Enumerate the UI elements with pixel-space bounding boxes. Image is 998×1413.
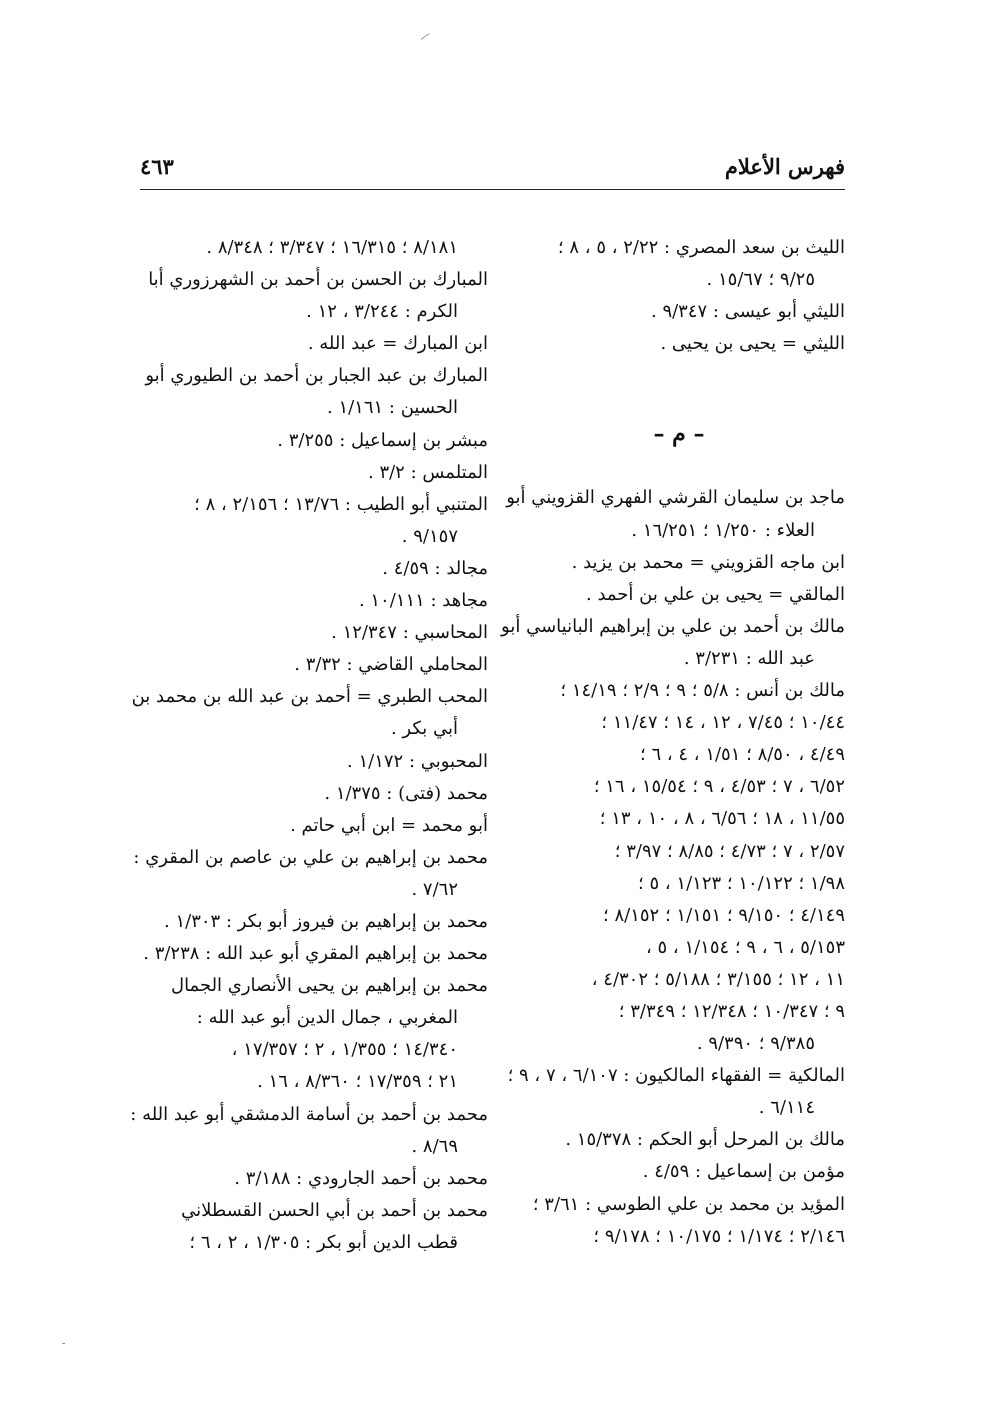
index-entry: ٦/٥٢ ، ٧ ؛ ٤/٥٣ ، ٩ ؛ ١٥/٥٤ ، ١٦ ؛ (593, 776, 845, 798)
left-column (130, 232, 488, 1259)
scan-mark (421, 33, 430, 40)
index-entry: الليثي = يحيى بن يحيى . (660, 333, 845, 355)
index-entry: ٩ ؛ ١٠/٣٤٧ ؛ ١٢/٣٤٨ ؛ ٣/٣٤٩ ؛ (618, 1000, 845, 1022)
index-entry: مالك بن أنس : ٥/٨ ؛ ٩ ؛ ٢/٩ ؛ ١٤/١٩ ؛ (560, 680, 845, 702)
index-entry-continuation: ٩/١٥٧ . (401, 525, 458, 547)
index-entry: المبارك بن الحسن بن أحمد بن الشهرزوري أبا (148, 269, 488, 291)
index-entry: ماجد بن سليمان القرشي الفهري القزويني أبو (506, 487, 845, 509)
index-entry: محمد بن إبراهيم بن فيروز أبو بكر : ١/٣٠٣ . (164, 910, 488, 932)
index-entry-continuation: ٦/١١٤ . (758, 1097, 815, 1119)
index-entry: محمد (فتى) : ١/٣٧٥ . (324, 782, 488, 804)
header-rule (140, 189, 845, 190)
index-entry: المتنبي أبو الطيب : ١٣/٧٦ ؛ ٢/١٥٦ ، ٨ ؛ (194, 493, 488, 515)
index-entry: ٢/٥٧ ، ٧ ؛ ٤/٧٣ ؛ ٨/٨٥ ؛ ٣/٩٧ ؛ (614, 840, 845, 862)
index-entry: ١٠/٤٤ ؛ ٧/٤٥ ، ١٢ ، ١٤ ؛ ١١/٤٧ ؛ (601, 712, 845, 734)
index-entry: المتلمس : ٣/٢ . (367, 461, 488, 483)
index-entry-continuation: العلاء : ١/٢٥٠ ؛ ١٦/٢٥١ . (631, 519, 815, 541)
index-entry-continuation: الكرم : ٣/٢٤٤ ، ١٢ . (306, 301, 458, 323)
index-entry: المحاسبي : ١٢/٣٤٧ . (331, 622, 488, 644)
index-entry: مالك بن أحمد بن علي بن إبراهيم البانياسي أبو (501, 615, 845, 637)
right-column-entries-before (513, 232, 845, 360)
index-entry: محمد بن إبراهيم المقري أبو عبد الله : ٣/٢٣٨ . (143, 943, 488, 965)
index-entry-continuation: المغربي ، جمال الدين أبو عبد الله : (196, 1007, 458, 1029)
index-entry-continuation: أبي بكر . (390, 718, 458, 740)
index-entry: ابن المبارك = عبد الله . (307, 333, 488, 355)
index-entry-continuation: عبد الله : ٣/٢٣١ . (683, 647, 815, 669)
right-column-entries-after (501, 482, 845, 1252)
index-entry-continuation: الحسين : ١/١٦١ . (326, 397, 458, 419)
index-entry: محمد بن أحمد بن أسامة الدمشقي أبو عبد الله : (130, 1103, 488, 1125)
page-header (140, 150, 845, 190)
running-title: فهرس الأعلام (724, 154, 845, 179)
index-entry: محمد بن أحمد بن أبي الحسن القسطلاني (181, 1199, 488, 1221)
index-entry: مؤمن بن إسماعيل : ٤/٥٩ . (642, 1161, 845, 1183)
index-entry-continuation: ٨/٦٩ . (411, 1135, 458, 1157)
index-entry-continuation: قطب الدين أبو بكر : ١/٣٠٥ ، ٢ ، ٦ ؛ (189, 1231, 458, 1253)
index-entry: محمد بن إبراهيم بن يحيى الأنصاري الجمال (170, 975, 488, 997)
index-entry: ١١ ، ١٢ ؛ ٣/١٥٥ ؛ ٥/١٨٨ ؛ ٤/٣٠٢ ، (591, 968, 845, 990)
index-entry-continuation: ٨/١٨١ ؛ ١٦/٣١٥ ؛ ٣/٣٤٧ ؛ ٨/٣٤٨ . (206, 237, 458, 258)
scan-speck (62, 1343, 65, 1344)
index-entry: المحبوبي : ١/١٧٢ . (347, 750, 488, 772)
page-number: ٤٦٣ (140, 154, 174, 179)
index-entry: المالقي = يحيى بن علي بن أحمد . (586, 583, 845, 605)
index-entry-continuation: ٩/٣٨٥ ؛ ٩/٣٩٠ . (696, 1033, 815, 1055)
index-entry: ١/٩٨ ؛ ١٠/١٢٢ ؛ ١/١٢٣ ، ٥ ؛ (638, 872, 845, 894)
index-entry: أبو محمد = ابن أبي حاتم . (290, 814, 488, 836)
index-entry: ابن ماجه القزويني = محمد بن يزيد . (571, 551, 845, 573)
index-entry-continuation: ٧/٦٢ . (411, 878, 458, 900)
index-entry: الليث بن سعد المصري : ٢/٢٢ ، ٥ ، ٨ ؛ (557, 237, 845, 258)
index-entry: مجالد : ٤/٥٩ . (382, 557, 488, 579)
index-entry: المحاملي القاضي : ٣/٣٢ . (294, 654, 488, 676)
index-entry: ٥/١٥٣ ، ٦ ، ٩ ؛ ١/١٥٤ ، ٥ ، (645, 936, 845, 958)
index-entry: ١١/٥٥ ، ١٨ ؛ ٦/٥٦ ، ٨ ، ١٠ ، ١٣ ؛ (599, 808, 845, 830)
index-entry: الليثي أبو عيسى : ٩/٣٤٧ . (650, 301, 845, 323)
index-entry: ٢/١٤٦ ؛ ١/١٧٤ ؛ ١٠/١٧٥ ؛ ٩/١٧٨ ؛ (593, 1225, 845, 1247)
index-entry-continuation: ١٤/٣٤٠ ؛ ١/٣٥٥ ، ٢ ؛ ١٧/٣٥٧ ، (231, 1039, 458, 1061)
index-entry-continuation: ٢١ ؛ ١٧/٣٥٩ ؛ ٨/٣٦٠ ، ١٦ . (257, 1071, 458, 1093)
index-entry: مبشر بن إسماعيل : ٣/٢٥٥ . (277, 429, 488, 451)
index-entry: المحب الطبري = أحمد بن عبد الله بن محمد بن (131, 686, 488, 708)
index-entry: ٤/١٤٩ ؛ ٩/١٥٠ ؛ ١/١٥١ ؛ ٨/١٥٢ ؛ (603, 904, 845, 926)
section-letter-heading: – م – (653, 421, 705, 448)
index-entry: المبارك بن عبد الجبار بن أحمد بن الطيوري أبو (145, 365, 488, 387)
index-entry: المؤيد بن محمد بن علي الطوسي : ٣/٦١ ؛ (532, 1193, 845, 1215)
index-entry: ٤/٤٩ ، ٨/٥٠ ؛ ١/٥١ ، ٤ ، ٦ ؛ (640, 744, 845, 766)
right-column (501, 232, 845, 1253)
index-entry: محمد بن أحمد الجارودي : ٣/١٨٨ . (234, 1167, 488, 1189)
index-entry: محمد بن إبراهيم بن علي بن عاصم بن المقري : (133, 846, 488, 868)
left-column-entries (130, 232, 488, 1259)
index-entry: مجاهد : ١٠/١١١ . (358, 590, 488, 612)
index-entry-continuation: ٩/٢٥ ؛ ١٥/٦٧ . (706, 269, 815, 291)
index-entry: المالكية = الفقهاء المالكيون : ٦/١٠٧ ، ٧ ، ٩ ؛ (507, 1065, 845, 1087)
index-entry: مالك بن المرحل أبو الحكم : ١٥/٣٧٨ . (565, 1129, 845, 1151)
